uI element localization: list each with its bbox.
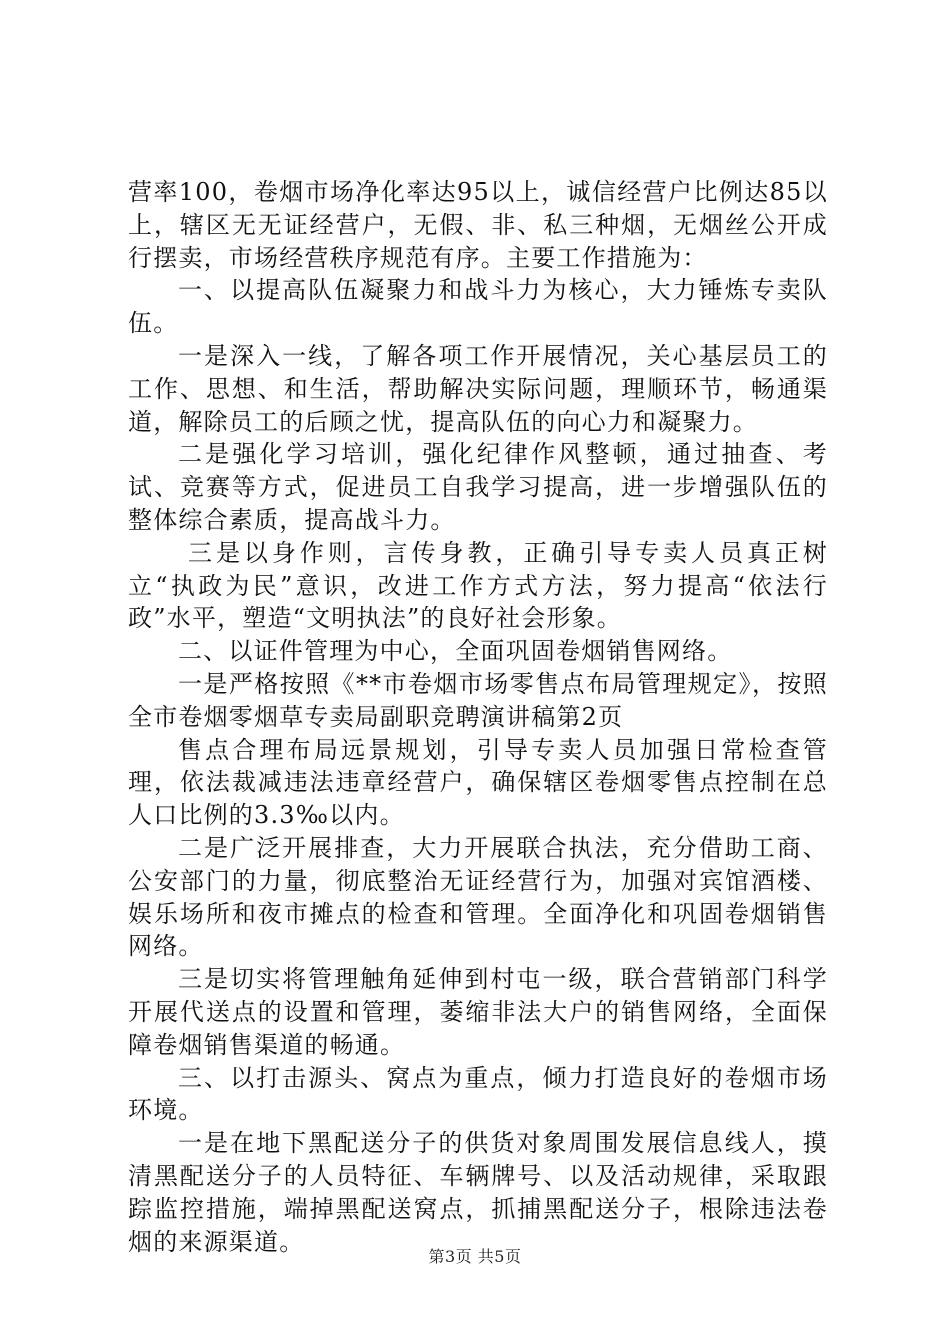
- paragraph-1: 营率100，卷烟市场净化率达95以上，诚信经营户比例达85以上，辖区无无证经营户，无假、非、私三种烟，无烟丝公开成行摆卖，市场经营秩序规范有序。主要工作措施为：: [128, 178, 828, 272]
- paragraph-9: 二是广泛开展排查，大力开展联合执法，充分借助工商、公安部门的力量，彻底整治无证经营行为，加强对宾馆酒楼、娱乐场所和夜市摊点的检查和管理。全面净化和巩固卷烟销售网络。: [128, 833, 828, 961]
- paragraph-8: 售点合理布局远景规划，引导专卖人员加强日常检查管理，依法裁减违法违章经营户，确保辖区卷烟零售点控制在总人口比例的3.3‰以内。: [128, 735, 828, 830]
- paragraph-3: 一是深入一线，了解各项工作开展情况，关心基层员工的工作、思想、和生活，帮助解决实际问题，理顺环节，畅通渠道，解除员工的后顾之忧，提高队伍的向心力和凝聚力。: [128, 341, 828, 436]
- paragraph-7: 一是严格按照《**市卷烟市场零售点布局管理规定》，按照全市卷烟零烟草专卖局副职竞聘演讲稿第2页: [128, 669, 828, 731]
- paragraph-5: 三是以身作则，言传身教，正确引导专卖人员真正树立“执政为民”意识，改进工作方式方法，努力提高“依法行政”水平，塑造“文明执法”的良好社会形象。: [128, 538, 828, 633]
- paragraph-12: 一是在地下黑配送分子的供货对象周围发展信息线人，摸清黑配送分子的人员特征、车辆牌号、以及活动规律，采取跟踪监控措施，端掉黑配送窝点，抓捕黑配送分子，根除违法卷烟的来源渠道。: [128, 1129, 828, 1256]
- paragraph-11: 三、以打击源头、窝点为重点，倾力打造良好的卷烟市场环境。: [128, 1063, 828, 1125]
- paragraph-2: 一、以提高队伍凝聚力和战斗力为核心，大力锤炼专卖队伍。: [128, 276, 828, 338]
- paragraph-4: 二是强化学习培训，强化纪律作风整顿，通过抽查、考试、竞赛等方式，促进员工自我学习提高，进一步增强队伍的整体综合素质，提高战斗力。: [128, 440, 828, 534]
- paragraph-10: 三是切实将管理触角延伸到村屯一级，联合营销部门科学开展代送点的设置和管理，萎缩非法大户的销售网络，全面保障卷烟销售渠道的畅通。: [128, 965, 828, 1059]
- document-body: [128, 176, 828, 1258]
- page-footer: 第3页 共5页: [428, 1247, 522, 1266]
- paragraph-6: 二、以证件管理为中心，全面巩固卷烟销售网络。: [178, 637, 733, 666]
